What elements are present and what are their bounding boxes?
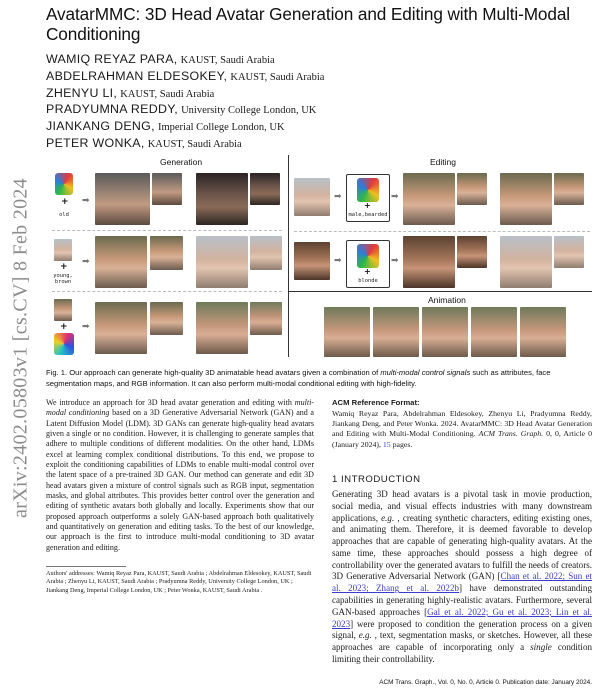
- arrow-icon: ➡: [334, 256, 342, 266]
- author-affiliation: KAUST, Saudi Arabia: [230, 71, 325, 83]
- author-entry: [46, 136, 586, 153]
- intro-emphasis: e.g.: [381, 512, 395, 523]
- animation-frame-image: [520, 307, 566, 357]
- generated-avatar-side-image: [150, 236, 183, 270]
- figure-divider-vertical: [288, 155, 289, 357]
- animation-heading: Animation: [428, 295, 466, 305]
- intro-text: ] were proposed to condition the generation process on a given signal,: [332, 618, 592, 641]
- generated-avatar-image: [196, 236, 248, 288]
- generated-avatar-side-image: [250, 173, 280, 205]
- segmentation-mask-image: [357, 244, 379, 268]
- attribute-label: old: [59, 212, 69, 218]
- author-affiliation: KAUST, Saudi Arabia: [120, 88, 215, 100]
- segmentation-mask-image: [55, 173, 73, 195]
- generated-avatar-image: [95, 173, 150, 225]
- page-footer: ACM Trans. Graph., Vol. 0, No. 0, Article 0. Publication date: January 2024.: [379, 679, 592, 686]
- plus-sign: +: [364, 267, 371, 276]
- footnote-rule: [46, 566, 126, 567]
- animation-frame-image: [324, 307, 370, 357]
- generated-avatar-side-image: [250, 236, 282, 270]
- abstract: [46, 398, 314, 553]
- caption-text: such as attributes, face segmentation maps, and RGB information. It can also perform multi-modal conditional editing with high-fidelity.: [46, 368, 551, 388]
- animation-frame-image: [471, 307, 517, 357]
- section-heading-introduction: 1 INTRODUCTION: [332, 474, 421, 485]
- row-separator: [52, 291, 282, 292]
- generated-avatar-image: [95, 302, 147, 354]
- author-affiliation: Imperial College London, UK: [157, 122, 285, 134]
- author-entry: [46, 69, 586, 86]
- arrow-icon: ➡: [391, 192, 399, 202]
- author-entry: [46, 102, 586, 119]
- plus-sign: +: [60, 262, 68, 272]
- row-separator: [294, 231, 590, 232]
- pages-link[interactable]: 15: [382, 439, 391, 449]
- author-entry: [46, 86, 586, 103]
- edited-avatar-side-image: [457, 173, 487, 205]
- author-entry: [46, 119, 586, 136]
- edited-avatar-side-image: [457, 236, 487, 268]
- intro-text: condition limiting their controllability.: [332, 642, 592, 664]
- citation-link[interactable]: Gal et al. 2022; Gu et al. 2023; Lin et al. 2023: [332, 606, 592, 629]
- generation-heading: Generation: [160, 157, 203, 167]
- source-avatar-image: [294, 178, 330, 216]
- generated-avatar-side-image: [152, 173, 182, 205]
- generated-avatar-side-image: [250, 302, 282, 335]
- intro-emphasis: e.g.: [358, 630, 372, 641]
- editing-heading: Editing: [430, 157, 456, 167]
- figure-divider-horizontal: [289, 291, 592, 292]
- edited-avatar-image: [500, 173, 552, 225]
- intro-text: ] have demonstrated outstanding capabilities in generating highly-realistic avatars. Furthermore, several GAN-based approaches [: [332, 583, 592, 617]
- attribute-label: young,: [53, 273, 73, 279]
- author-list: [46, 52, 586, 153]
- segmentation-mask-image: [357, 178, 379, 202]
- abstract-text: We introduce an approach for 3D head avatar generation and editing with: [46, 398, 292, 407]
- edit-condition-box: [346, 174, 390, 222]
- author-name: ABDELRAHMAN ELDESOKEY,: [46, 68, 228, 83]
- source-avatar-image: [294, 242, 330, 280]
- author-affiliation: KAUST, Saudi Arabia: [147, 138, 242, 150]
- attribute-label: blonde: [358, 278, 378, 284]
- arrow-icon: ➡: [82, 257, 90, 267]
- rgb-input-image: [54, 299, 72, 321]
- abstract-text: based on a 3D Generative Adversarial Network (GAN) and a Latent Diffusion Model (LDM). 3D GANs can generate high-quality head avatars given a single or no condition. However, it is challenging to generate samples that adhere to multiple conditions of different modalities. On the other hand, LDMs excel at learning complex conditional distributions. To this end, we propose to exploit the conditioning capabilities of LDMs to enable multi-modal control over the latent space of a pre-trained 3D GAN. Our method can generate and edit 3D head avatars given a mixture of control signals such as RGB input, segmentation masks, and global attributes. This provides better control over the generation and editing of synthetic avatars both globally and locally. Experiments show that our proposed approach outperforms a solely GAN-based approach both qualitatively and quantitatively on generation and editing tasks. To the best of our knowledge, our approach is the first to introduce multi-modal conditioning to 3D avatar generation and editing.: [46, 408, 315, 552]
- plus-sign: +: [364, 201, 371, 210]
- edited-avatar-side-image: [554, 173, 584, 205]
- author-affiliation: KAUST, Saudi Arabia: [180, 55, 275, 66]
- author-name: JIANKANG DENG,: [46, 119, 155, 134]
- generated-avatar-image: [196, 173, 248, 225]
- acm-reference-heading: ACM Reference Format:: [332, 398, 420, 407]
- arxiv-id: arXiv:2402.05803v1 [cs.CV] 8 Feb 2024: [9, 177, 32, 518]
- author-affiliation: University College London, UK: [181, 105, 317, 117]
- author-name: ZHENYU LI,: [46, 85, 118, 100]
- reference-journal: ACM Trans. Graph.: [478, 429, 544, 439]
- abstract-emphasis: multi-modal conditioning: [46, 398, 314, 418]
- acm-reference: [332, 409, 592, 450]
- author-name: PETER WONKA,: [46, 135, 145, 150]
- reference-text: 0, 0, Article 0 (January 2024),: [332, 429, 593, 449]
- arrow-icon: ➡: [334, 192, 342, 202]
- edited-avatar-image: [403, 173, 455, 225]
- generated-avatar-image: [95, 236, 147, 288]
- generated-avatar-side-image: [150, 302, 183, 335]
- edited-avatar-image: [500, 236, 552, 288]
- intro-text: , text, segmentation masks, or sketches. However, all these approaches are capable of incorporating only a: [332, 630, 592, 653]
- edit-condition-box: [346, 240, 390, 288]
- attribute-label: male,bearded: [348, 212, 388, 218]
- author-name: WAMIQ REYAZ PARA,: [46, 52, 178, 66]
- arrow-icon: ➡: [82, 322, 90, 332]
- author-entry: [46, 52, 586, 69]
- introduction-body: [332, 489, 592, 666]
- figure-caption: [46, 368, 592, 389]
- generated-avatar-image: [196, 302, 248, 354]
- reference-text: pages.: [390, 439, 413, 449]
- authors-addresses-footnote: Authors' addresses: Wamiq Reyaz Para, KAUST, Saudi Arabia ; Abdelrahman Eldesokey, KAUST, Saudi Arabia ; Zhenyu Li, KAUST, Saudi Arabia ; Pradyumna Reddy, University College London, UK ; Jiankang Deng, Imperial College London, UK ; Peter Wonka, KAUST, Saudi Arabia .: [46, 570, 312, 594]
- segmentation-mask-image: [54, 333, 74, 355]
- row-separator: [52, 230, 282, 231]
- edited-avatar-image: [403, 236, 455, 288]
- animation-frame-image: [422, 307, 468, 357]
- rgb-input-image: [54, 239, 72, 261]
- intro-emphasis: single: [530, 642, 552, 653]
- author-name: PRADYUMNA REDDY,: [46, 102, 178, 117]
- attribute-label: brown: [54, 279, 72, 285]
- citation-link[interactable]: Chan et al. 2022; Sun et al. 2023; Zhang et al. 2022b: [332, 571, 592, 594]
- arrow-icon: ➡: [82, 196, 90, 206]
- reference-text: Wamiq Reyaz Para, Abdelrahman Eldesokey, Zhenyu Li, Pradyumna Reddy, Jiankang Deng, and Peter Wonka. 2024. AvatarMMC: 3D Head Avatar Generation and Editing with Multi-Modal Conditioning.: [332, 409, 592, 439]
- plus-sign: +: [60, 322, 68, 332]
- arxiv-stamp: [4, 150, 38, 545]
- plus-sign: +: [61, 197, 69, 207]
- arrow-icon: ➡: [391, 256, 399, 266]
- animation-frame-image: [373, 307, 419, 357]
- intro-text: , creating synthetic characters, editing existing ones, and animating them. Therefore, it is deemed favorable to develop approaches that are capable of generating high-quality avatars. At the same time, these approaches should possess a high degree of controllability over the generated avatars to fulfill the needs of creators. 3D Generative Adversarial Network (GAN) [: [332, 512, 592, 582]
- caption-text: Fig. 1. Our approach can generate high-quality 3D animatable head avatars given a combination of: [46, 368, 381, 377]
- edited-avatar-side-image: [554, 236, 584, 268]
- caption-emphasis: multi-modal control signals: [380, 368, 471, 377]
- paper-title: AvatarMMC: 3D Head Avatar Generation and Editing with Multi-Modal Conditioning: [46, 4, 571, 44]
- intro-text: Generating 3D head avatars is a pivotal task in movie production, social media, and visual effects industries with many downstream applications,: [332, 489, 592, 523]
